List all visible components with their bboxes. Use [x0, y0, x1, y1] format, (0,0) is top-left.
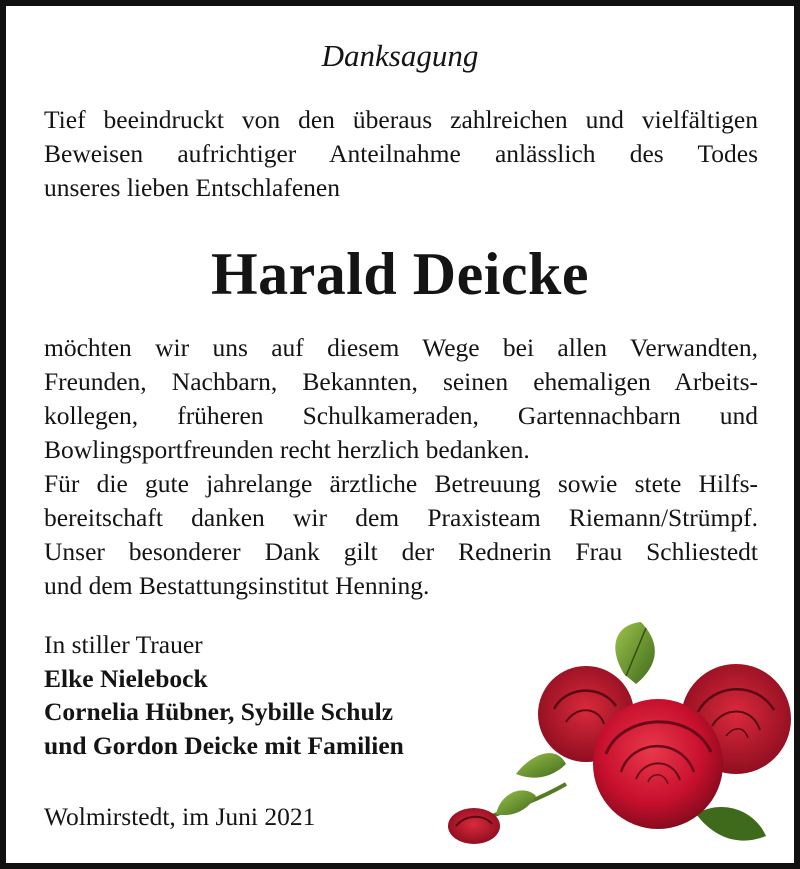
heading-danksagung: Danksagung	[321, 38, 479, 73]
body-line: kollegen, früheren Schulkameraden, Gartennachbarn und	[44, 401, 758, 430]
intro-paragraph	[44, 103, 758, 205]
body-line: Für die gute jahrelange ärztliche Betreuung sowie stete Hilfs-	[44, 469, 758, 498]
body-line: möchten wir uns auf diesem Wege bei allen Verwandten,	[44, 333, 758, 362]
signature-block	[44, 628, 404, 762]
intro-line: Beweisen aufrichtiger Anteilnahme anlässlich des Todes	[44, 139, 758, 168]
place-date: Wolmirstedt, im Juni 2021	[44, 802, 316, 831]
intro-line: Tief beeindruckt von den überaus zahlreichen und vielfältigen	[44, 105, 758, 134]
mourner-name: Cornelia Hübner, Sybille Schulz	[44, 697, 394, 726]
body-line: Bowlingsportfreunden recht herzlich bedanken.	[44, 435, 530, 464]
body-line: Unser besonderer Dank gilt der Rednerin Frau Schliestedt	[44, 537, 758, 566]
mourner-name: Elke Nielebock	[44, 663, 208, 693]
body-line: und dem Bestattungsinstitut Henning.	[44, 571, 430, 600]
thanks-paragraph	[44, 331, 758, 603]
body-line: Freunden, Nachbarn, Bekannten, seinen ehemaligen Arbeits-	[44, 367, 758, 396]
body-line: bereitschaft danken wir dem Praxisteam Riemann/Strümpf.	[44, 503, 758, 532]
mourner-name: und Gordon Deicke mit Familien	[44, 730, 404, 760]
mourning-line: In stiller Trauer	[44, 630, 203, 659]
deceased-name: Harald Deicke	[210, 241, 590, 307]
intro-line: unseres lieben Entschlafenen	[44, 173, 340, 202]
roses-illustration	[436, 614, 800, 869]
